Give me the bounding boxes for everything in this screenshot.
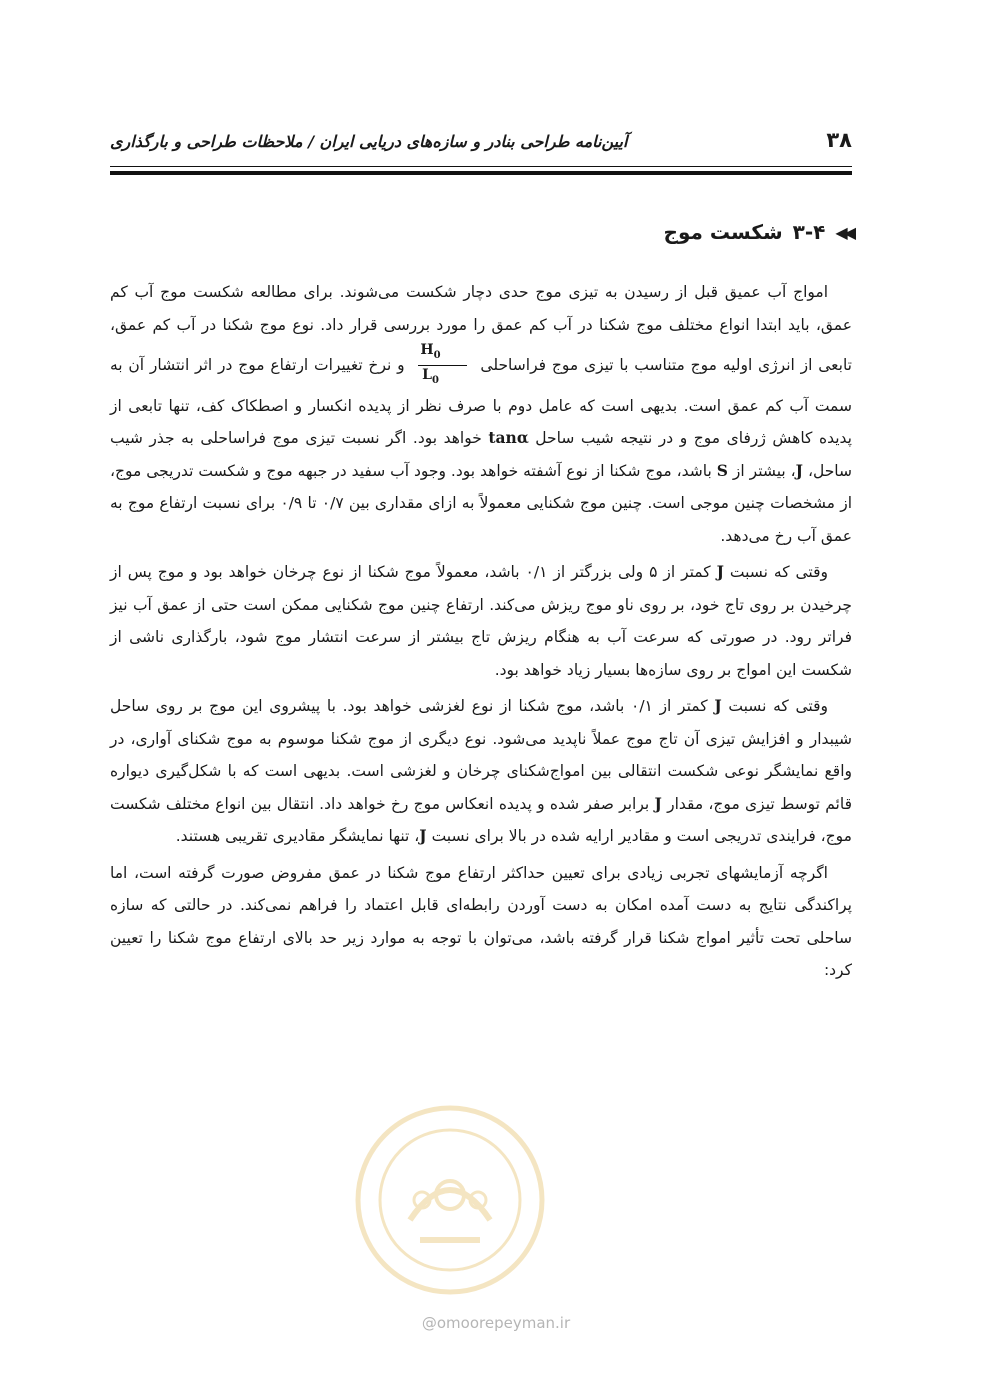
double-chevron-icon: ◀◀ [835, 222, 852, 242]
wave-steepness-fraction [418, 341, 466, 390]
section-heading [664, 220, 852, 244]
paragraph-1 [110, 276, 852, 552]
watermark-seal-icon [350, 1100, 550, 1300]
s-symbol: S [716, 460, 728, 480]
paragraph-1-text-c: خواهد بود. اگر نسبت تیزی موج فراساحلی به جذر شیب ساحل، [110, 429, 852, 480]
j-symbol: J [795, 460, 803, 480]
paragraph-3 [110, 690, 852, 853]
header-rule-thick [110, 171, 852, 175]
paragraph-1-text-e: باشد، موج شکنا از نوع آشفته خواهد بود. وجود آب سفید در جبهه موج و شکست تدریجی موج، از مشخصات چنین موجی است. چنین موج شکنایی معمولاً به ازای مقداری بین ۰/۷ تا ۰/۹ برای نسبت ارتفاع موج به عمق آب رخ می‌دهد. [110, 461, 853, 545]
paragraph-3-text-a: وقتی که نسبت [728, 697, 829, 716]
header-rule-thin [110, 166, 852, 167]
paragraph-2-text-a: وقتی که نسبت [729, 563, 829, 582]
j-symbol: J [654, 793, 662, 813]
fraction-denominator: $L_0$ [422, 366, 439, 386]
section-title: شکست موج [663, 220, 783, 244]
paragraph-2 [110, 556, 852, 686]
paragraph-1-text-a: امواج آب عمیق قبل از رسیدن به تیزی موج حدی دچار شکست می‌شوند. برای مطالعه شکست موج آب کم عمق، باید ابتدا انواع مختلف موج شکنا در آب کم عمق را مورد بررسی قرار داد. نوع موج شکنا در آب کم عمق، تابعی از انرژی اولیه موج متناسب با تیزی موج فراساحلی [110, 283, 852, 374]
tan-alpha-symbol: tanα [488, 428, 529, 448]
watermark-url-text: omoorepeyman.ir [436, 1314, 571, 1332]
paragraph-1-text-b: و نرخ تغییرات ارتفاع موج در اثر انتشار آن به سمت آب کم عمق است. بدیهی است که عامل دوم با صرف نظر از پدیده انکسار و اصطکاک کف، تنها تابعی از پدیده کاهش ژرفای موج و در نتیجه شیب ساحل [110, 355, 852, 448]
page-number: ۳۸ [826, 128, 852, 152]
running-header [110, 128, 852, 162]
paragraph-3-text-b: کمتر از ۰/۱ باشد، موج شکنا از نوع لغزشی خواهد بود. با پیشروی این موج بر روی ساحل شیبدار و افزایش تیزی آن تاج موج عملاً ناپدید می‌شود. نوع دیگری از موج شکنا موسوم به موج شکنای آواری، در واقع نمایشگر نوعی شکست انتقالی بین امواج‌شکنای چرخان و لغزشی است. بدیهی است که با شکل‌گیری دیواره قائم توسط تیزی موج، مقدار [110, 697, 852, 813]
paragraph-1-text-d: ، بیشتر از [732, 461, 796, 480]
j-symbol: J [714, 696, 722, 716]
fraction-numerator: $H_0$ [418, 341, 466, 366]
paragraph-2-text-b: کمتر از ۵ ولی بزرگتر از ۰/۱ باشد، معمولاً موج شکنا از نوع چرخان خواهد بود و موج پس از چرخیدن بر روی تاج خود، بر روی ناو موج ریزش می‌کند. ارتفاع چنین موج شکنایی ممکن است حتی از عمق آب نیز فراتر رود. در صورتی که سرعت آب به هنگام ریزش تاج بیشتر از سرعت انتشار موج شود، بارگذاری ناشی از شکست این امواج بر روی سازه‌ها بسیار زیاد خواهد بود. [110, 563, 852, 679]
paragraph-3-text-d: ، تنها نمایشگر مقادیری تقریبی هستند. [175, 827, 420, 846]
paragraph-3-text-c: برابر صفر شده و پدیده انعکاس موج رخ خواهد داد. انتقال بین انواع مختلف شکست موج، فرایندی تدریجی است و مقادیر ارایه شده در بالا برای نسبت [110, 794, 852, 846]
paragraph-4: اگرچه آزمایشهای تجربی زیادی برای تعیین حداکثر ارتفاع موج شکنا در عمق مفروض صورت گرفته است، اما پراکندگی نتایج به دست آمده امکان به دست آوردن رابطه‌ای قابل اعتماد را فراهم نمی‌کند. در حالتی که سازه ساحلی تحت تأثیر امواج شکنا قرار گرفته باشد، می‌توان با توجه به موارد زیر حد بالای ارتفاع موج شکنا را تعیین کرد: [110, 863, 852, 980]
j-symbol: J [419, 826, 427, 846]
header-title: آیین‌نامه طراحی بنادر و سازه‌های دریایی ایران / ملاحظات طراحی و بارگذاری [110, 132, 628, 151]
body-text [110, 276, 852, 991]
j-symbol: J [716, 562, 724, 582]
at-icon: @ [421, 1314, 437, 1332]
section-number: ۳-۴ [792, 220, 826, 244]
watermark-url [0, 1314, 992, 1332]
